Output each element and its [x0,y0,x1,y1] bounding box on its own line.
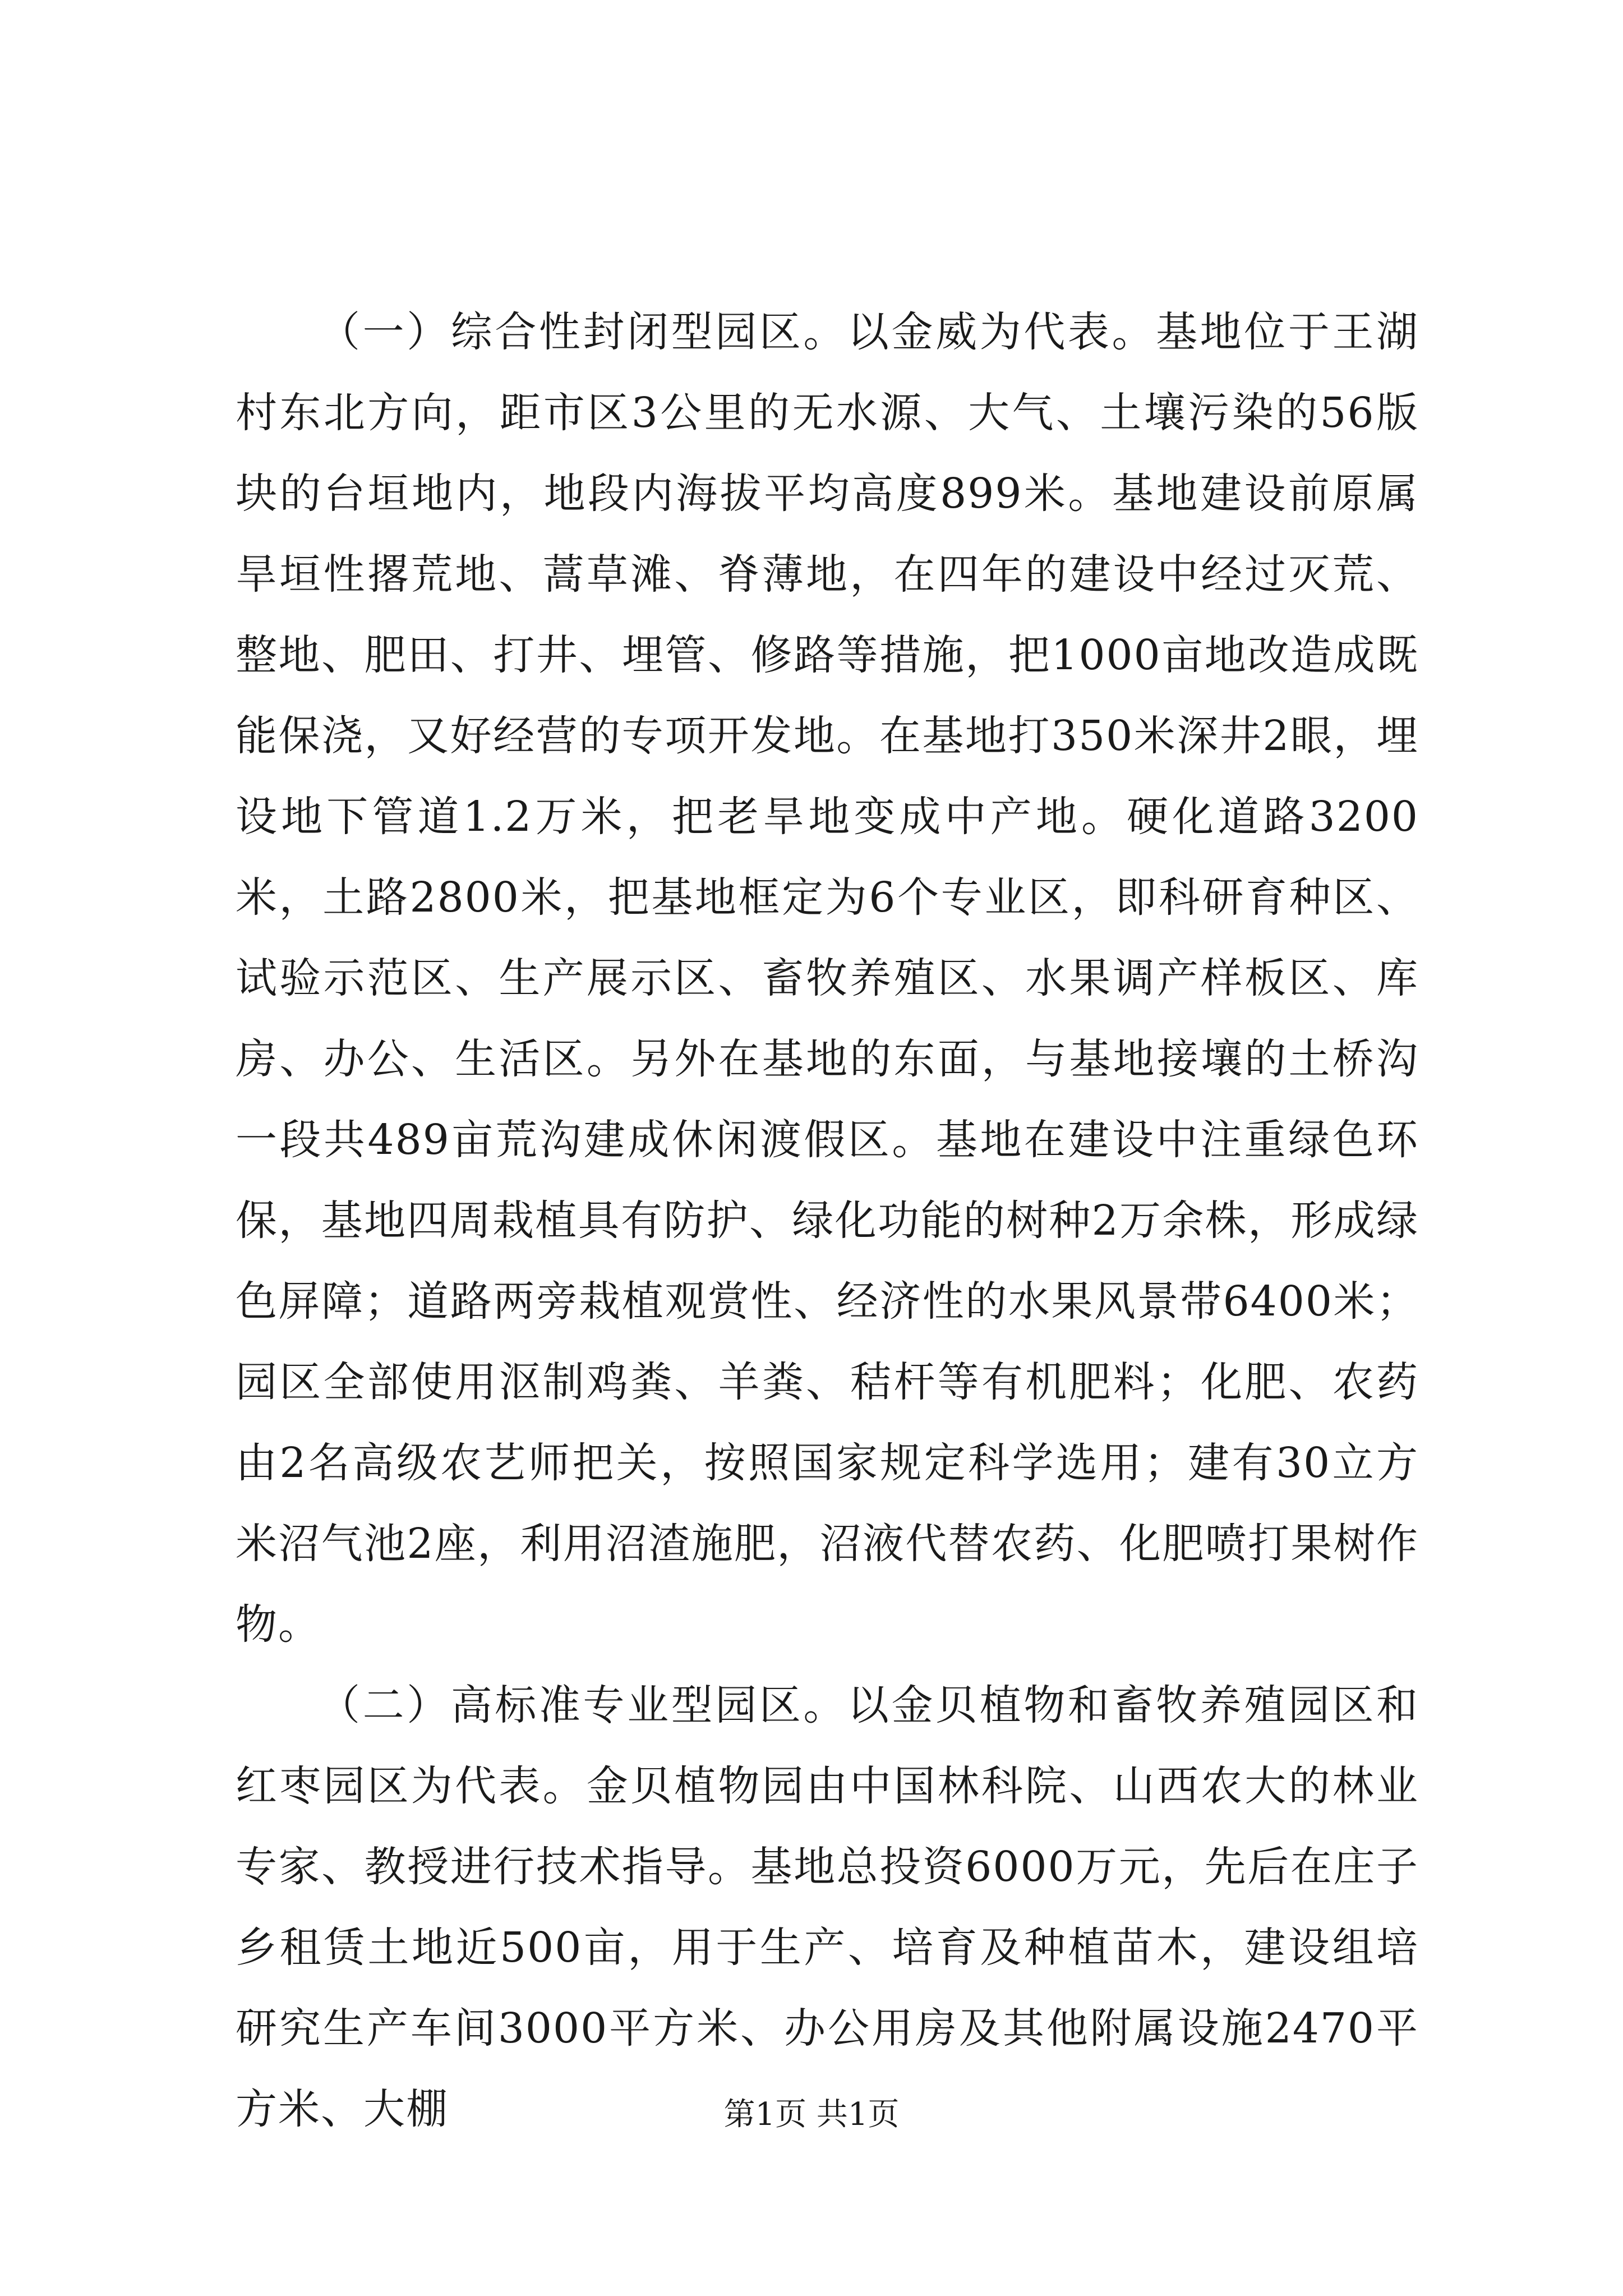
document-body [236,292,1419,2150]
paragraph-2: （二）高标准专业型园区。以金贝植物和畜牧养殖园区和红枣园区为代表。金贝植物园由中国林科院、山西农大的林业专家、教授进行技术指导。基地总投资6000万元，先后在庄子乡租赁土地近500亩，用于生产、培育及种植苗木，建设组培研究生产车间3000平方米、办公用房及其他附属设施2470平方米、大棚 [236,1681,1419,2133]
page-footer: 第1页 共1页 [723,2096,900,2133]
paragraph-1: （一）综合性封闭型园区。以金威为代表。基地位于王湖村东北方向，距市区3公里的无水源、大气、土壤污染的56版块的台垣地内，地段内海拔平均高度899米。基地建设前原属旱垣性撂荒地、蒿草滩、脊薄地，在四年的建设中经过灭荒、整地、肥田、打井、埋管、修路等措施，把1000亩地改造成既能保浇，又好经营的专项开发地。在基地打350米深井2眼，埋设地下管道1.2万米，把老旱地变成中产地。硬化道路3200米，土路2800米，把基地框定为6个专业区，即科研育种区、试验示范区、生产展示区、畜牧养殖区、水果调产样板区、库房、办公、生活区。另外在基地的东面，与基地接壤的土桥沟一段共489亩荒沟建成休闲渡假区。基地在建设中注重绿色环保，基地四周栽植具有防护、绿化功能的树种2万余株，形成绿色屏障；道路两旁栽植观赏性、经济性的水果风景带6400米；园区全部使用沤制鸡粪、羊粪、秸杆等有机肥料；化肥、农药由2名高级农艺师把关，按照国家规定科学选用；建有30立方米沼气池2座，利用沼渣施肥，沼液代替农药、化肥喷打果树作物。 [236,308,1419,1649]
